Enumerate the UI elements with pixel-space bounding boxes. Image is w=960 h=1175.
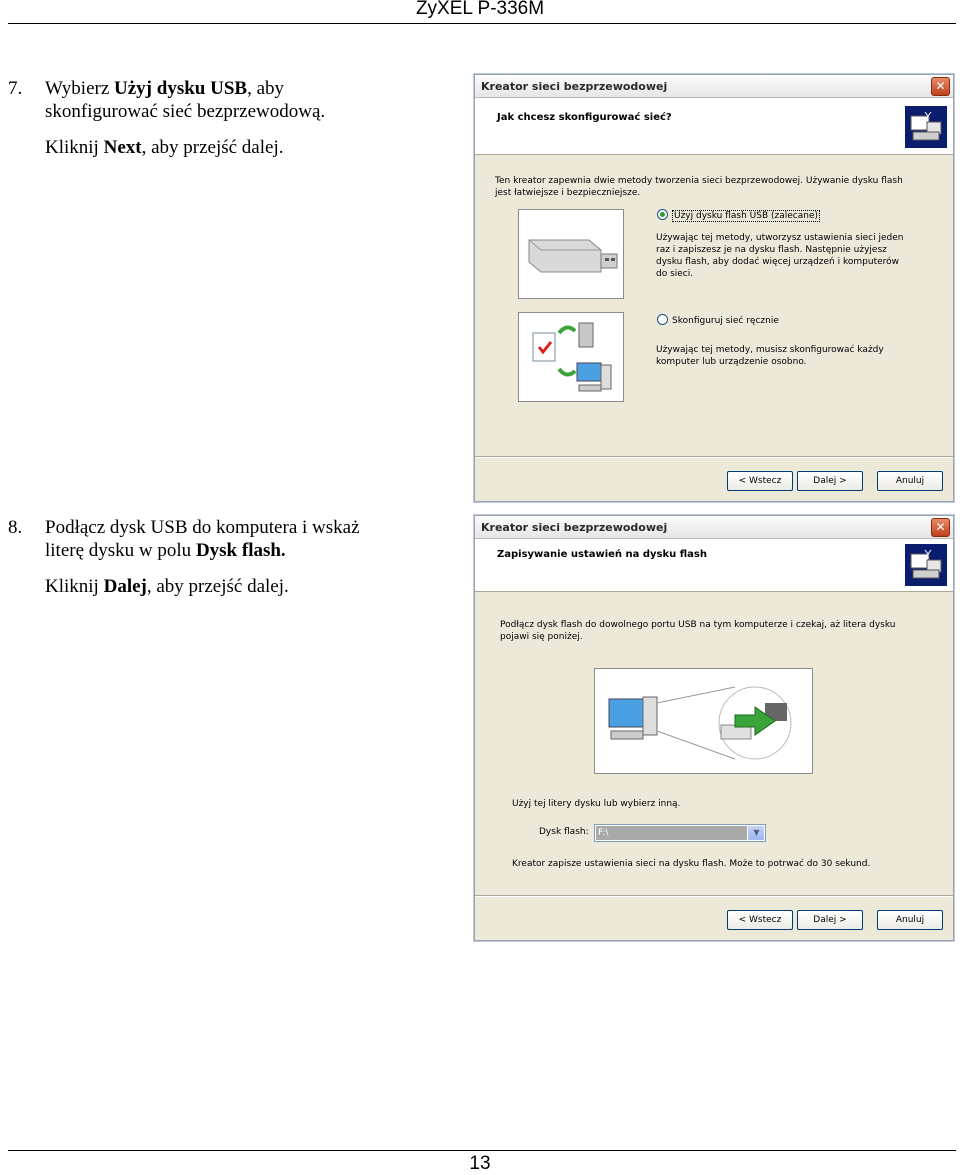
step-8-line3-c: , aby przejść dalej.: [146, 576, 289, 597]
step-8-text: [8, 516, 360, 598]
manual-config-image: [518, 312, 624, 402]
usb-drive-icon: [519, 210, 623, 298]
dialog-title: Kreator sieci bezprzewodowej: [481, 521, 668, 534]
usb-flash-drive-image: [518, 209, 624, 299]
dialog-heading: Zapisywanie ustawień na dysku flash: [497, 549, 707, 560]
wizard-buttons: [726, 910, 943, 930]
step-8-line3-a: Kliknij: [45, 576, 104, 597]
radio-usb[interactable]: [657, 209, 668, 220]
close-icon[interactable]: ✕: [931, 77, 950, 96]
button-separator: [475, 456, 953, 458]
step-7-line1-a: Wybierz: [45, 78, 115, 99]
radio-manual[interactable]: [657, 314, 668, 325]
step-7-line2: skonfigurować sieć bezprzewodową.: [45, 101, 326, 122]
desc-line: komputer lub urządzenie osobno.: [656, 357, 807, 367]
step-7-line3-c: , aby przejść dalej.: [141, 137, 284, 158]
dialog-titlebar: [475, 75, 953, 98]
step-7-line1-c: , aby: [247, 78, 284, 99]
option-manual[interactable]: [657, 314, 779, 327]
option-manual-description: [656, 344, 916, 368]
drive-field-label: Dysk flash:: [539, 827, 589, 837]
dialog-titlebar: [475, 516, 953, 539]
cancel-button[interactable]: Anuluj: [877, 471, 943, 491]
step-7-text: [8, 77, 325, 159]
option-usb-description: [656, 232, 916, 280]
desc-line: dysku flash, aby dodać więcej urządzeń i komputerów: [656, 257, 900, 267]
back-button[interactable]: < Wstecz: [727, 471, 793, 491]
back-button[interactable]: < Wstecz: [727, 910, 793, 930]
wizard-dialog-choose-method: [474, 74, 954, 502]
option-manual-label: Skonfiguruj sieć ręcznie: [672, 316, 779, 326]
step-8-line2-a: literę dysku w polu: [45, 540, 196, 561]
dialog-intro: [495, 175, 935, 199]
step-8-field-name: Dysk flash.: [195, 540, 286, 561]
wireless-network-icon: [905, 544, 947, 586]
page-number: 13: [469, 1153, 491, 1174]
close-icon[interactable]: ✕: [931, 518, 950, 537]
drive-letter-select[interactable]: [594, 824, 766, 842]
wireless-network-icon: [905, 106, 947, 148]
plug-in-usb-image: [594, 668, 813, 774]
desc-line: raz i zapiszesz je na dysku flash. Następnie użyjesz: [656, 245, 887, 255]
wizard-dialog-save-to-flash: [474, 515, 954, 941]
network-computers-icon: [519, 313, 623, 401]
step-7-number: 7.: [8, 78, 23, 99]
step-8-next-word: Dalej: [103, 576, 147, 597]
page-header-title: ZyXEL P-336M: [415, 0, 545, 19]
dialog-header-band: [475, 98, 953, 155]
computer-usb-icon: [595, 669, 812, 773]
step-7-line3-a: Kliknij: [45, 137, 104, 158]
header-rule: [8, 23, 956, 24]
drive-hint: Użyj tej litery dysku lub wybierz inną.: [512, 799, 681, 809]
desc-line: Używając tej metody, musisz skonfigurować każdy: [656, 345, 884, 355]
footer-rule: [8, 1150, 956, 1151]
step-7-next-word: Next: [103, 137, 142, 158]
desc-line: do sieci.: [656, 269, 694, 279]
chevron-down-icon[interactable]: ▼: [748, 826, 764, 840]
wizard-note: Kreator zapisze ustawienia sieci na dysku flash. Może to potrwać do 30 sekund.: [512, 859, 871, 869]
next-button[interactable]: Dalej >: [797, 471, 863, 491]
dialog-heading: Jak chcesz skonfigurować sieć?: [497, 112, 672, 123]
dialog-intro-line2: jest łatwiejsze i bezpieczniejsze.: [495, 188, 641, 198]
cancel-button[interactable]: Anuluj: [877, 910, 943, 930]
step-8-number: 8.: [8, 517, 23, 538]
step-7-option-name: Użyj dysku USB: [114, 78, 248, 99]
desc-line: Używając tej metody, utworzysz ustawienia sieci jeden: [656, 233, 904, 243]
drive-letter-value: F:\: [596, 826, 747, 840]
button-separator: [475, 895, 953, 897]
option-usb[interactable]: [657, 209, 820, 222]
dialog-intro-line1: Ten kreator zapewnia dwie metody tworzenia sieci bezprzewodowej. Używanie dysku flash: [495, 176, 903, 186]
dialog-intro-line1: Podłącz dysk flash do dowolnego portu USB na tym komputerze i czekaj, aż litera dysku: [500, 620, 896, 630]
step-8-line1: Podłącz dysk USB do komputera i wskaż: [45, 517, 360, 538]
option-usb-label: Użyj dysku flash USB (zalecane): [674, 211, 819, 221]
dialog-intro-line2: pojawi się poniżej.: [500, 632, 583, 642]
next-button[interactable]: Dalej >: [797, 910, 863, 930]
dialog-header-band: [475, 539, 953, 592]
dialog-title: Kreator sieci bezprzewodowej: [481, 80, 668, 93]
dialog-intro: [500, 619, 940, 643]
wizard-buttons: [726, 471, 943, 491]
